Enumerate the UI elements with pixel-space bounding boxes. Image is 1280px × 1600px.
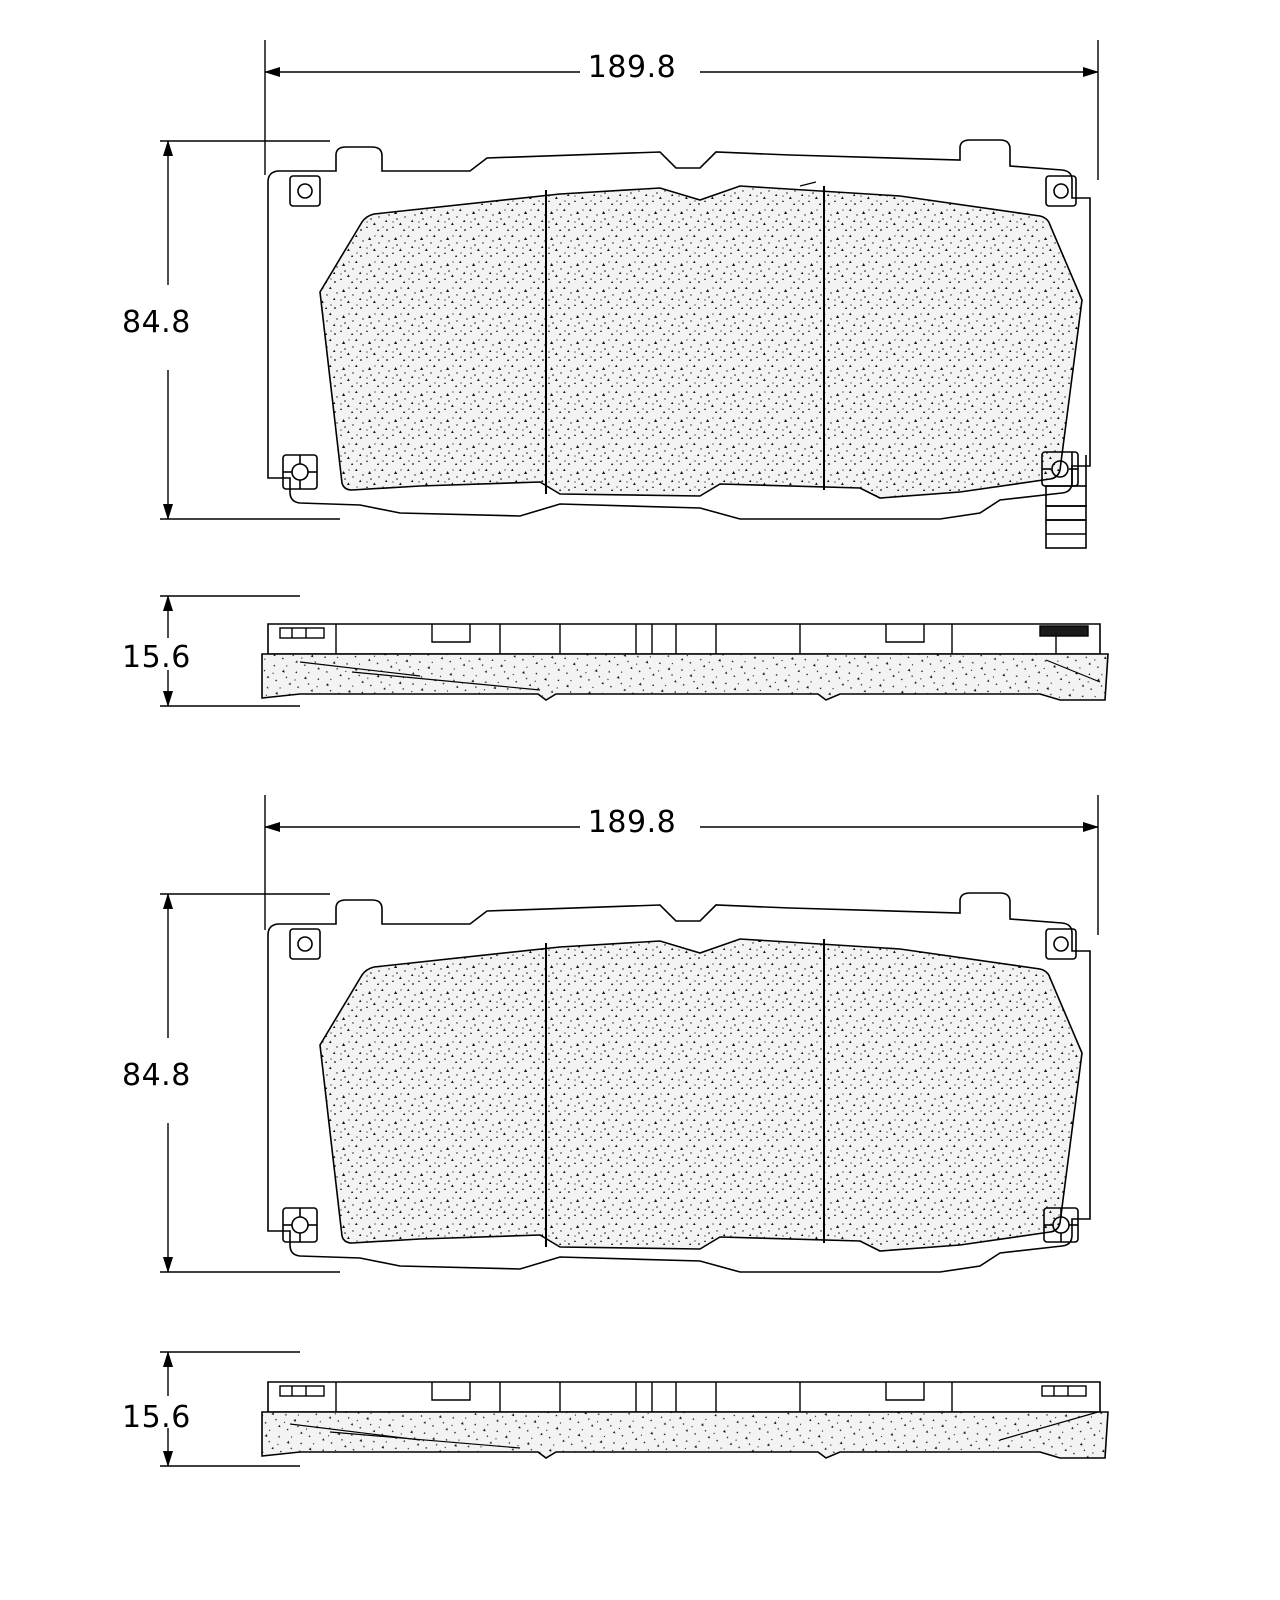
dimension-label-width-pad-2: 189.8	[587, 805, 677, 840]
dimension-label-width-pad-1: 189.8	[587, 50, 677, 85]
friction-material-pad-1	[320, 186, 1082, 498]
friction-edge-pad-1	[262, 654, 1108, 700]
backing-plate-edge-pad-1	[268, 624, 1100, 654]
friction-material-pad-2	[320, 939, 1082, 1251]
front-view-pad-2	[160, 795, 1098, 1272]
edge-view-pad-1	[160, 596, 1108, 706]
dimension-label-height-pad-2: 84.8	[122, 1058, 191, 1093]
front-view-pad-1	[160, 40, 1098, 548]
edge-view-pad-2	[160, 1352, 1108, 1466]
dimension-label-thickness-pad-2: 15.6	[122, 1400, 191, 1435]
dimension-label-thickness-pad-1: 15.6	[122, 640, 191, 675]
friction-edge-pad-2	[262, 1412, 1108, 1458]
dimension-label-height-pad-1: 84.8	[122, 305, 191, 340]
backing-plate-edge-pad-2	[268, 1382, 1100, 1412]
